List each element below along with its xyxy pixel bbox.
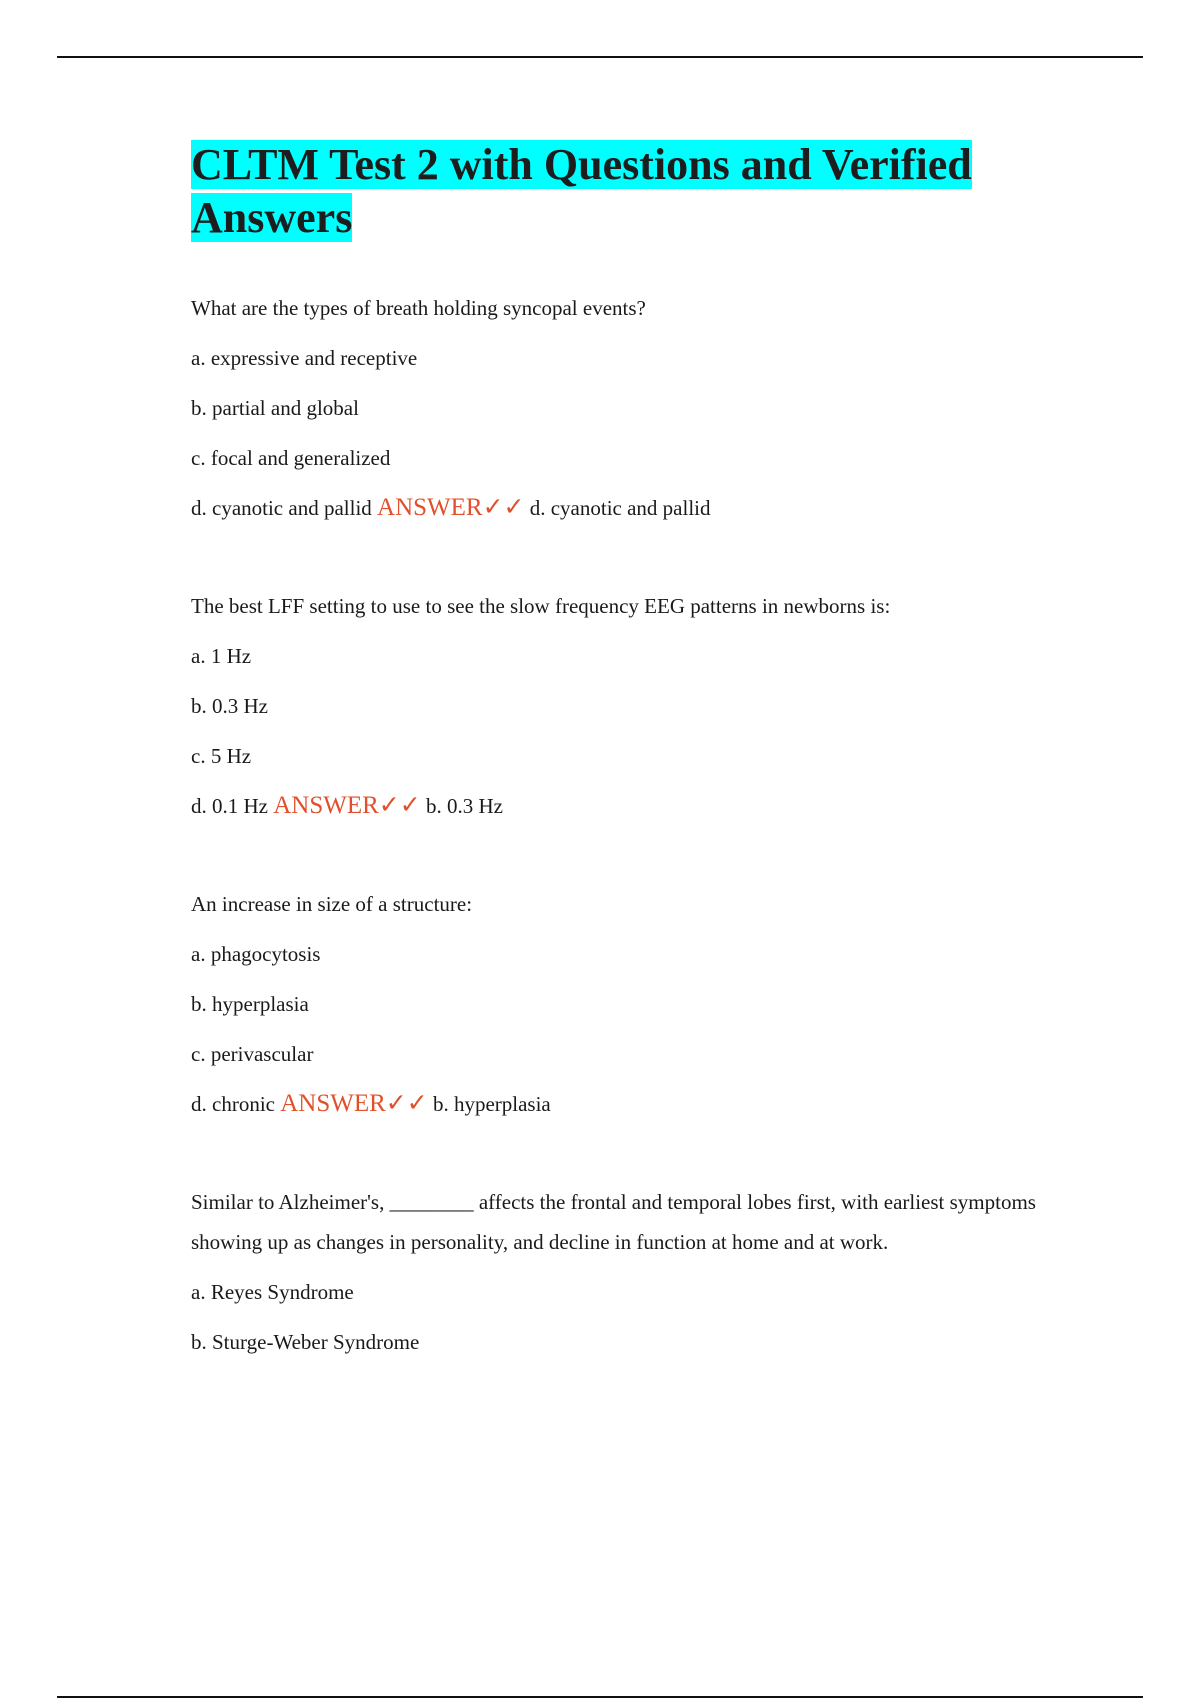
answer-label: ANSWER✓✓ <box>377 494 525 521</box>
option-b: b. 0.3 Hz <box>191 694 268 718</box>
option-b: b. hyperplasia <box>191 992 309 1016</box>
option-d-with-answer <box>191 786 1091 826</box>
option-a: a. Reyes Syndrome <box>191 1280 354 1304</box>
question-text: An increase in size of a structure: <box>191 892 473 916</box>
question-block-2 <box>191 586 1091 826</box>
footer-rule <box>57 1696 1143 1698</box>
option-d: d. chronic <box>191 1092 275 1116</box>
question-text: The best LFF setting to use to see the slow frequency EEG patterns in newborns is: <box>191 594 891 618</box>
question-text: Similar to Alzheimer's, ________ affects the frontal and temporal lobes first, with earliest symptoms showing up as changes in personality, and decline in function at home and at work. <box>191 1190 1036 1254</box>
title-highlight: CLTM Test 2 with Questions and Verified Answers <box>191 140 972 242</box>
option-c: c. perivascular <box>191 1042 314 1066</box>
answer-value: b. 0.3 Hz <box>425 794 503 818</box>
option-d-with-answer <box>191 1084 1091 1124</box>
option-a: a. phagocytosis <box>191 942 321 966</box>
option-a: a. 1 Hz <box>191 644 252 668</box>
question-block-1 <box>191 288 1091 528</box>
answer-label: ANSWER✓✓ <box>273 792 421 819</box>
header-rule <box>57 56 1143 58</box>
option-d-with-answer <box>191 488 1091 528</box>
option-d: d. 0.1 Hz <box>191 794 268 818</box>
document-title <box>191 138 1091 244</box>
option-b: b. partial and global <box>191 396 359 420</box>
answer-value: b. hyperplasia <box>432 1092 551 1116</box>
option-c: c. focal and generalized <box>191 446 391 470</box>
option-b: b. Sturge-Weber Syndrome <box>191 1330 420 1354</box>
option-c: c. 5 Hz <box>191 744 252 768</box>
option-d: d. cyanotic and pallid <box>191 496 372 520</box>
document-body <box>191 138 1091 1362</box>
option-a: a. expressive and receptive <box>191 346 418 370</box>
question-text: What are the types of breath holding syncopal events? <box>191 296 646 320</box>
question-block-3 <box>191 884 1091 1124</box>
answer-value: d. cyanotic and pallid <box>529 496 711 520</box>
question-block-4 <box>191 1182 1091 1362</box>
answer-label: ANSWER✓✓ <box>280 1090 428 1117</box>
